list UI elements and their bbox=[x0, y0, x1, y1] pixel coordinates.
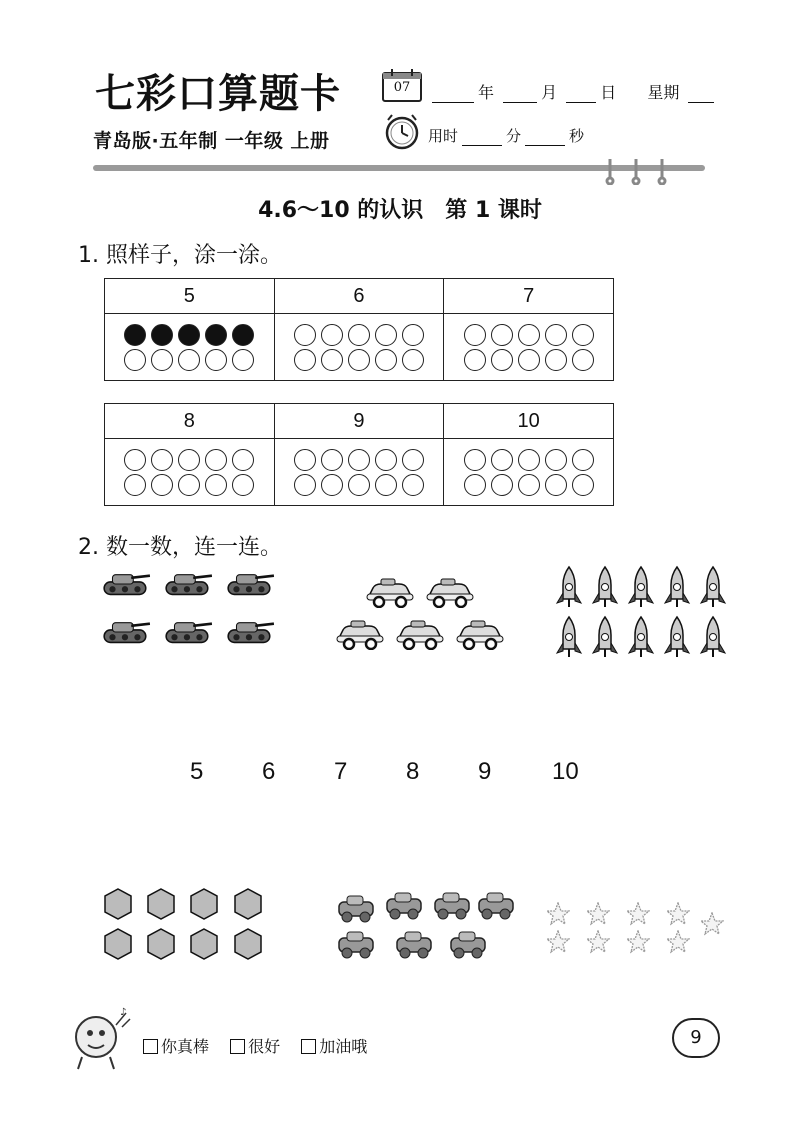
circle[interactable] bbox=[402, 474, 424, 496]
hexagon-icon bbox=[146, 888, 176, 920]
tank-icon bbox=[224, 568, 276, 598]
table-header-cell: 7 bbox=[444, 279, 614, 314]
weekday-label: 星期 bbox=[647, 83, 680, 102]
minute-label: 分 bbox=[506, 127, 522, 145]
circle[interactable] bbox=[464, 449, 486, 471]
circle[interactable] bbox=[321, 324, 343, 346]
circle[interactable] bbox=[545, 449, 567, 471]
hexagon-icon bbox=[233, 888, 263, 920]
star-icon bbox=[700, 912, 724, 936]
checkbox[interactable] bbox=[230, 1039, 245, 1054]
lesson-title: 4.6～10 的认识 第 1 课时 bbox=[258, 198, 542, 223]
year-label: 年 bbox=[478, 83, 495, 102]
tank-icon bbox=[162, 616, 214, 646]
table-header-cell: 10 bbox=[444, 404, 614, 439]
dot-cell[interactable] bbox=[444, 439, 614, 506]
circle[interactable] bbox=[205, 349, 227, 371]
circle[interactable] bbox=[375, 449, 397, 471]
time-used-label: 用时 bbox=[428, 127, 459, 145]
tank-icon bbox=[162, 568, 214, 598]
circle[interactable] bbox=[294, 324, 316, 346]
circle[interactable] bbox=[321, 474, 343, 496]
hexagon-icon bbox=[103, 888, 133, 920]
star-icon bbox=[546, 930, 570, 954]
circle[interactable] bbox=[178, 324, 200, 346]
tank-icon bbox=[100, 616, 152, 646]
circle[interactable] bbox=[232, 349, 254, 371]
car-icon bbox=[425, 576, 475, 608]
toy-car-icon bbox=[393, 928, 435, 960]
circle[interactable] bbox=[151, 449, 173, 471]
circle[interactable] bbox=[124, 349, 146, 371]
date-line bbox=[428, 80, 718, 103]
dot-table-1 bbox=[104, 278, 614, 381]
circle[interactable] bbox=[321, 449, 343, 471]
circle[interactable] bbox=[151, 474, 173, 496]
toy-car-group[interactable] bbox=[335, 884, 525, 974]
circle[interactable] bbox=[518, 324, 540, 346]
circle[interactable] bbox=[572, 474, 594, 496]
circle[interactable] bbox=[178, 349, 200, 371]
calendar-icon bbox=[382, 68, 422, 102]
dot-cell[interactable] bbox=[105, 314, 275, 381]
dot-cell[interactable] bbox=[444, 314, 614, 381]
circle[interactable] bbox=[151, 349, 173, 371]
circle[interactable] bbox=[348, 324, 370, 346]
circle[interactable] bbox=[232, 324, 254, 346]
circle[interactable] bbox=[178, 474, 200, 496]
circle[interactable] bbox=[545, 349, 567, 371]
circle[interactable] bbox=[294, 474, 316, 496]
circle[interactable] bbox=[402, 449, 424, 471]
rocket-icon bbox=[699, 615, 727, 659]
circle[interactable] bbox=[402, 324, 424, 346]
rocket-icon bbox=[663, 565, 691, 609]
circle[interactable] bbox=[178, 449, 200, 471]
star-icon bbox=[586, 930, 610, 954]
edition-subtitle: 青岛版·五年制 一年级 上册 bbox=[93, 130, 330, 152]
number-option[interactable]: 10 bbox=[552, 758, 579, 785]
hexagon-icon bbox=[189, 888, 219, 920]
circle[interactable] bbox=[205, 449, 227, 471]
star-icon bbox=[626, 930, 650, 954]
dot-cell[interactable] bbox=[274, 314, 444, 381]
question-1-prompt: 1. 照样子，涂一涂。 bbox=[78, 243, 282, 268]
circle[interactable] bbox=[491, 449, 513, 471]
tank-group[interactable] bbox=[100, 568, 290, 668]
circle[interactable] bbox=[375, 324, 397, 346]
car-icon bbox=[365, 576, 415, 608]
circle[interactable] bbox=[375, 474, 397, 496]
rocket-icon bbox=[555, 565, 583, 609]
clock-icon bbox=[384, 112, 420, 154]
car-icon bbox=[395, 618, 445, 650]
rocket-icon bbox=[591, 565, 619, 609]
circle[interactable] bbox=[572, 449, 594, 471]
circle[interactable] bbox=[348, 349, 370, 371]
toy-car-icon bbox=[335, 928, 377, 960]
circle[interactable] bbox=[464, 349, 486, 371]
star-group[interactable] bbox=[540, 894, 730, 964]
month-label: 月 bbox=[541, 83, 558, 102]
car-icon bbox=[455, 618, 505, 650]
car-group[interactable] bbox=[330, 568, 510, 668]
circle[interactable] bbox=[205, 324, 227, 346]
dot-cell[interactable] bbox=[105, 439, 275, 506]
car-icon bbox=[335, 618, 385, 650]
circle[interactable] bbox=[518, 349, 540, 371]
star-icon bbox=[626, 902, 650, 926]
table-header-cell: 8 bbox=[105, 404, 275, 439]
rocket-icon bbox=[627, 615, 655, 659]
toy-car-icon bbox=[383, 889, 425, 921]
brand-title: 七彩口算题卡 bbox=[95, 70, 341, 117]
circle[interactable] bbox=[518, 449, 540, 471]
circle[interactable] bbox=[151, 324, 173, 346]
rocket-icon bbox=[663, 615, 691, 659]
number-option[interactable]: 6 bbox=[262, 758, 276, 785]
page-number: 9 bbox=[672, 1018, 720, 1058]
table-header-cell: 5 bbox=[105, 279, 275, 314]
circle[interactable] bbox=[402, 349, 424, 371]
circle[interactable] bbox=[572, 349, 594, 371]
table-header-cell: 6 bbox=[274, 279, 444, 314]
star-icon bbox=[666, 902, 690, 926]
dot-table-2 bbox=[104, 403, 614, 506]
number-option[interactable]: 8 bbox=[406, 758, 420, 785]
checkbox[interactable] bbox=[143, 1039, 158, 1054]
toy-car-icon bbox=[447, 928, 489, 960]
circle[interactable] bbox=[545, 324, 567, 346]
circle[interactable] bbox=[232, 449, 254, 471]
rocket-group[interactable] bbox=[555, 565, 735, 665]
circle[interactable] bbox=[124, 449, 146, 471]
praise-options bbox=[143, 1034, 383, 1057]
hexagon-group[interactable] bbox=[100, 884, 280, 974]
toy-car-icon bbox=[475, 889, 517, 921]
circle[interactable] bbox=[321, 349, 343, 371]
rocket-icon bbox=[591, 615, 619, 659]
circle[interactable] bbox=[375, 349, 397, 371]
circle[interactable] bbox=[545, 474, 567, 496]
circle[interactable] bbox=[348, 449, 370, 471]
question-2-prompt: 2. 数一数，连一连。 bbox=[78, 535, 282, 560]
circle[interactable] bbox=[464, 324, 486, 346]
hexagon-icon bbox=[103, 928, 133, 960]
rocket-icon bbox=[555, 615, 583, 659]
number-option[interactable]: 5 bbox=[190, 758, 204, 785]
calendar-day: 07 bbox=[393, 80, 411, 95]
dot-cell[interactable] bbox=[274, 439, 444, 506]
hexagon-icon bbox=[189, 928, 219, 960]
hexagon-icon bbox=[233, 928, 263, 960]
table-header-cell: 9 bbox=[274, 404, 444, 439]
circle[interactable] bbox=[124, 324, 146, 346]
star-icon bbox=[666, 930, 690, 954]
number-option[interactable]: 7 bbox=[334, 758, 348, 785]
star-icon bbox=[546, 902, 570, 926]
circle[interactable] bbox=[518, 474, 540, 496]
number-option[interactable]: 9 bbox=[478, 758, 492, 785]
checkbox[interactable] bbox=[301, 1039, 316, 1054]
circle[interactable] bbox=[294, 449, 316, 471]
circle[interactable] bbox=[572, 324, 594, 346]
circle[interactable] bbox=[348, 474, 370, 496]
svg-text:♪: ♪ bbox=[120, 1007, 127, 1018]
star-icon bbox=[586, 902, 610, 926]
second-label: 秒 bbox=[569, 127, 585, 145]
circle[interactable] bbox=[464, 474, 486, 496]
circle[interactable] bbox=[294, 349, 316, 371]
circle[interactable] bbox=[205, 474, 227, 496]
day-label: 日 bbox=[600, 83, 617, 102]
circle[interactable] bbox=[491, 474, 513, 496]
circle[interactable] bbox=[124, 474, 146, 496]
circle[interactable] bbox=[491, 349, 513, 371]
tank-icon bbox=[100, 568, 152, 598]
rocket-icon bbox=[627, 565, 655, 609]
rocket-icon bbox=[699, 565, 727, 609]
circle[interactable] bbox=[232, 474, 254, 496]
praise-keep-going[interactable]: 加油哦 bbox=[301, 1037, 367, 1056]
toy-car-icon bbox=[431, 889, 473, 921]
praise-good[interactable]: 很好 bbox=[230, 1037, 280, 1056]
praise-great[interactable]: 你真棒 bbox=[143, 1037, 209, 1056]
toy-car-icon bbox=[335, 892, 377, 924]
circle[interactable] bbox=[491, 324, 513, 346]
binder-rings-icon bbox=[602, 157, 672, 189]
mascot-icon bbox=[70, 1005, 136, 1077]
tank-icon bbox=[224, 616, 276, 646]
time-line bbox=[428, 125, 584, 146]
hexagon-icon bbox=[146, 928, 176, 960]
